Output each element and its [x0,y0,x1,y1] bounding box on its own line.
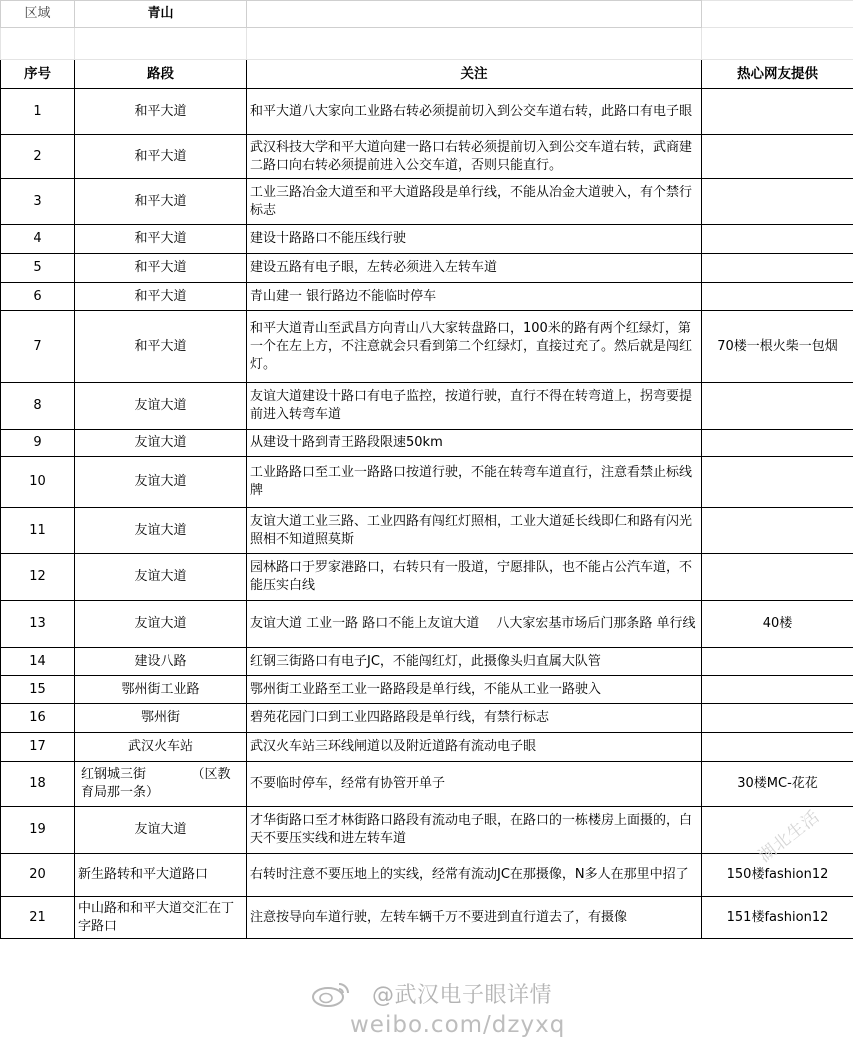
table-row [1,554,853,601]
table-row [1,508,853,554]
row-road: 建设八路 [75,648,247,676]
row-note: 右转时注意不要压地上的实线，经常有流动JC在那摄像，N多人在那里中招了 [247,854,702,897]
row-no: 1 [1,89,75,135]
row-note: 工业路路口至工业一路路口按道行驶，不能在转弯车道直行，注意看禁止标线牌 [247,457,702,508]
row-no: 3 [1,179,75,225]
row-road: 和平大道 [75,311,247,383]
row-road: 友谊大道 [75,807,247,854]
row-provider [702,457,853,508]
row-note: 友谊大道建设十路口有电子监控，按道行驶，直行不得在转弯道上，拐弯要提前进入转弯车道 [247,383,702,430]
table-row [1,704,853,733]
weibo-logo-icon [308,978,354,1008]
row-road: 和平大道 [75,254,247,283]
header-note: 关注 [247,60,702,89]
row-note: 武汉火车站三环线闸道以及附近道路有流动电子眼 [247,733,702,762]
row-provider: 150楼fashion12 [702,854,853,897]
row-note: 武汉科技大学和平大道向建一路口右转必须提前切入到公交车道右转，武商建二路口向右转必须提前进入公交车道，否则只能直行。 [247,135,702,179]
area-label: 区域 [1,1,75,28]
row-road: 和平大道 [75,225,247,254]
table-row [1,733,853,762]
row-provider: 30楼MC-花花 [702,762,853,807]
table-row [1,383,853,430]
row-provider: 151楼fashion12 [702,897,853,939]
table-row [1,897,853,939]
row-note: 和平大道八大家向工业路右转必须提前切入到公交车道右转，此路口有电子眼 [247,89,702,135]
row-no: 19 [1,807,75,854]
row-no: 10 [1,457,75,508]
area-value: 青山 [75,1,247,28]
row-road: 中山路和和平大道交汇在丁字路口 [75,897,247,939]
row-no: 5 [1,254,75,283]
row-road: 友谊大道 [75,430,247,457]
row-note: 和平大道青山至武昌方向青山八大家转盘路口，100米的路有两个红绿灯，第一个在左上方，不注意就会只看到第二个红绿灯，直接过充了。然后就是闯红灯。 [247,311,702,383]
row-provider [702,225,853,254]
row-provider [702,508,853,554]
row-provider: 70楼一根火柴一包烟 [702,311,853,383]
row-road: 鄂州街 [75,704,247,733]
row-note: 工业三路冶金大道至和平大道路段是单行线，不能从冶金大道驶入，有个禁行标志 [247,179,702,225]
site-watermark: 湖北生活 [755,806,825,867]
table-row [1,676,853,704]
row-no: 13 [1,601,75,648]
row-provider [702,254,853,283]
row-provider [702,383,853,430]
row-note: 青山建一 银行路边不能临时停车 [247,283,702,311]
row-note: 从建设十路到青王路段限速50km [247,430,702,457]
row-road: 和平大道 [75,179,247,225]
row-no: 17 [1,733,75,762]
table-row [1,225,853,254]
row-note: 友谊大道 工业一路 路口不能上友谊大道 八大家宏基市场后门那条路 单行线 [247,601,702,648]
row-provider [702,733,853,762]
row-no: 21 [1,897,75,939]
row-provider [702,676,853,704]
table-row [1,854,853,897]
table-row [1,601,853,648]
row-road: 友谊大道 [75,457,247,508]
row-road: 和平大道 [75,135,247,179]
row-provider [702,179,853,225]
table-row [1,807,853,854]
table-row [1,430,853,457]
row-road: 鄂州街工业路 [75,676,247,704]
row-provider [702,283,853,311]
row-no: 16 [1,704,75,733]
weibo-name: @武汉电子眼详情 [372,983,553,1008]
table-row [1,179,853,225]
row-provider [702,554,853,601]
table-row [1,254,853,283]
table-row [1,457,853,508]
row-provider [702,89,853,135]
row-no: 4 [1,225,75,254]
row-provider [702,704,853,733]
table-row [1,648,853,676]
row-provider: 40楼 [702,601,853,648]
row-no: 2 [1,135,75,179]
row-note: 红钢三街路口有电子JC，不能闯红灯，此摄像头归直属大队管 [247,648,702,676]
row-no: 7 [1,311,75,383]
row-no: 15 [1,676,75,704]
row-note: 不要临时停车，经常有协管开单子 [247,762,702,807]
row-no: 9 [1,430,75,457]
table-row [1,89,853,135]
row-no: 20 [1,854,75,897]
row-no: 8 [1,383,75,430]
row-no: 11 [1,508,75,554]
row-note: 注意按导向车道行驶，左转车辆千万不要进到直行道去了，有摄像 [247,897,702,939]
row-provider [702,648,853,676]
row-road: 和平大道 [75,89,247,135]
table-row [1,762,853,807]
row-note: 碧苑花园门口到工业四路路段是单行线，有禁行标志 [247,704,702,733]
header-no: 序号 [1,60,75,89]
row-road: 武汉火车站 [75,733,247,762]
row-road: 友谊大道 [75,508,247,554]
row-note: 鄂州街工业路至工业一路路段是单行线，不能从工业一路驶入 [247,676,702,704]
row-no: 14 [1,648,75,676]
row-road: 友谊大道 [75,601,247,648]
row-note: 友谊大道工业三路、工业四路有闯红灯照相，工业大道延长线即仁和路有闪光照相不知道照莫斯 [247,508,702,554]
table-row [1,283,853,311]
header-provider: 热心网友提供 [702,60,853,89]
header-road: 路段 [75,60,247,89]
header-row [1,60,853,89]
row-road: 友谊大道 [75,554,247,601]
row-provider [702,430,853,457]
row-no: 6 [1,283,75,311]
weibo-url: weibo.com/dzyxq [350,1012,566,1038]
row-note: 建设五路有电子眼，左转必须进入左转车道 [247,254,702,283]
row-note: 园林路口于罗家港路口，右转只有一股道，宁愿排队，也不能占公汽车道，不能压实白线 [247,554,702,601]
row-provider [702,135,853,179]
row-road: 红钢城三街 （区教育局那一条） [75,762,247,807]
row-no: 12 [1,554,75,601]
row-note: 建设十路路口不能压线行驶 [247,225,702,254]
row-no: 18 [1,762,75,807]
row-note: 才华街路口至才林街路口路段有流动电子眼，在路口的一栋楼房上面摄的，白天不要压实线和进左转车道 [247,807,702,854]
table-row [1,135,853,179]
row-road: 和平大道 [75,283,247,311]
table-row [1,311,853,383]
row-road: 友谊大道 [75,383,247,430]
row-road: 新生路转和平大道路口 [75,854,247,897]
